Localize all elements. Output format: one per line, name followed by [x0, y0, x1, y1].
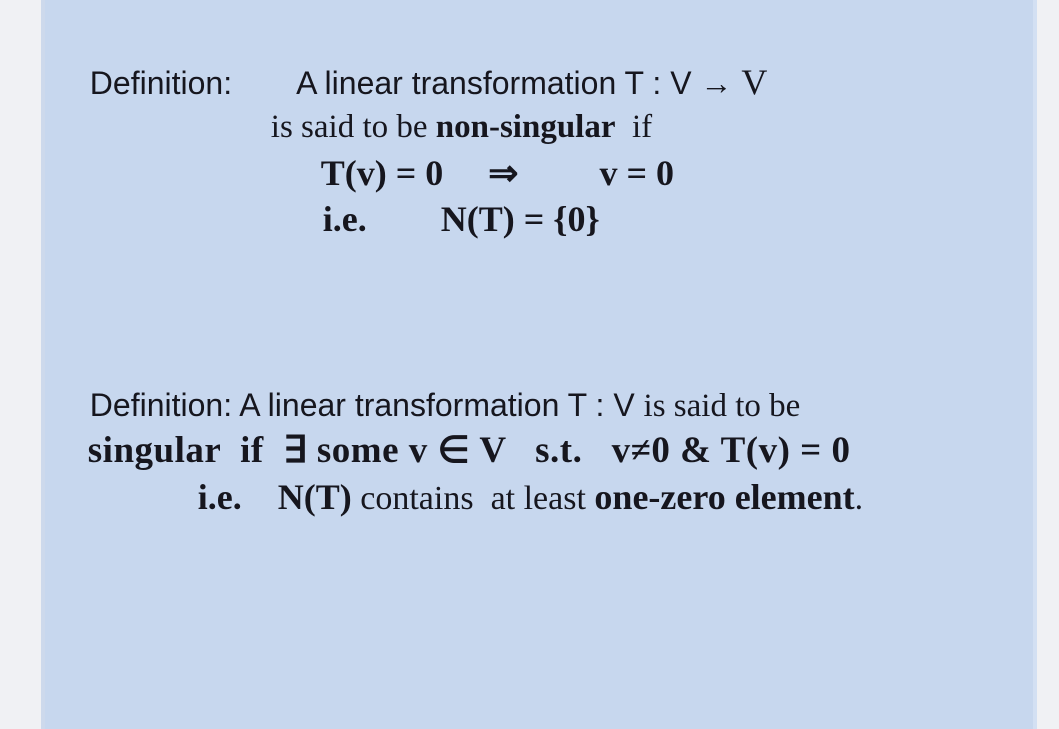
definition2-line3-period: . — [854, 480, 864, 518]
definition2-nullspace — [180, 459, 863, 537]
definition1-condition-formula: T(v) = 0 ⇒ v = 0 — [320, 153, 674, 194]
definition1-line1-codomain: V — [741, 62, 768, 103]
definition1-nullspace-formula: N(T) = {0} — [440, 199, 600, 240]
definition2-ie-label: i.e. — [197, 477, 242, 518]
definition2-line1-serif: is said to be — [643, 388, 801, 425]
slide-left-edge — [41, 0, 45, 729]
definition1-label: Definition: — [89, 65, 233, 102]
definition1-line2-post: if — [615, 109, 653, 146]
definition1-term-nonsingular: non-singular — [435, 109, 616, 146]
definition2-line3-mid: contains at least — [351, 480, 595, 518]
definition2-condition-formula: singular if ∃ some v ∈ V s.t. v≠0 & T(v) = 0 — [87, 430, 851, 472]
definition1-line1-text: A linear transformation T : V → — [296, 65, 742, 102]
definition2-term-onezero: one-zero element — [594, 477, 855, 518]
definition2-line1-text: Definition: A linear transformation T : V — [89, 387, 644, 424]
slide-right-edge — [1033, 0, 1037, 729]
definition1-line2-pre: is said to be — [270, 109, 436, 146]
definition1-nullspace — [305, 181, 600, 259]
definition2-nullspace-symbol: N(T) — [277, 477, 352, 518]
definition1-ie-label: i.e. — [322, 199, 367, 240]
